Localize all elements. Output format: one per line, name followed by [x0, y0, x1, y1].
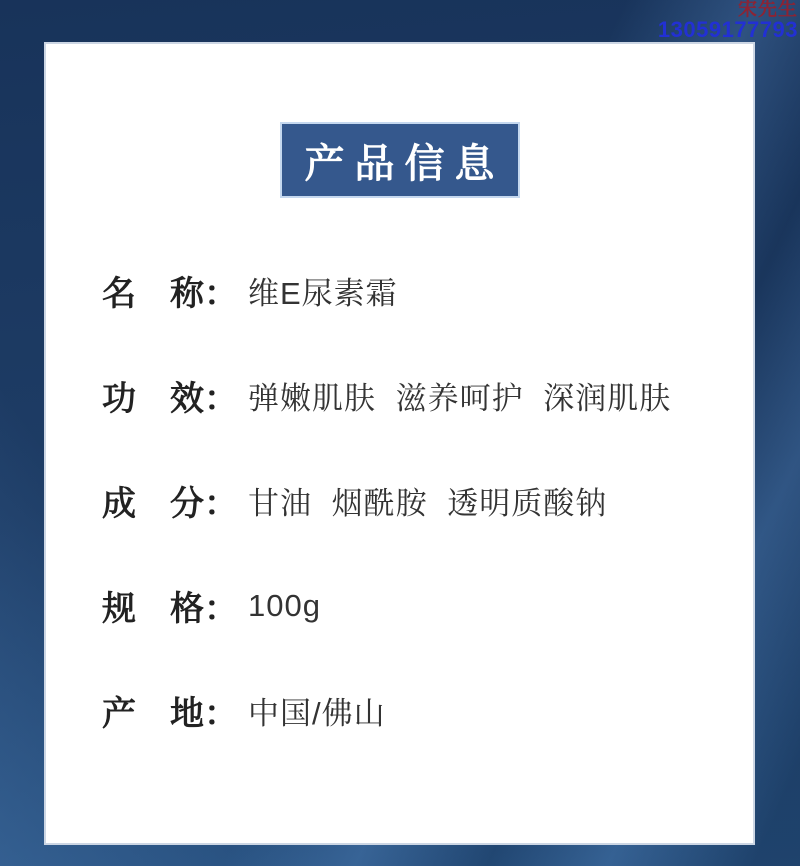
product-info-title-badge	[280, 122, 520, 198]
spec-value: 100g	[248, 587, 321, 623]
spec-value: 弹嫩肌肤 滋养呵护 深润肌肤	[248, 381, 672, 416]
spec-row-origin	[46, 658, 753, 763]
spec-label: 规 格：	[102, 590, 238, 628]
spec-row-ingredients	[46, 448, 753, 553]
spec-label: 产 地：	[102, 695, 238, 733]
page-title: 产品信息	[304, 141, 505, 186]
product-info-card	[44, 42, 755, 845]
spec-label: 功 效：	[102, 380, 238, 418]
spec-value: 中国/佛山	[248, 696, 386, 731]
spec-row-name	[46, 238, 753, 343]
spec-value: 甘油 烟酰胺 透明质酸钠	[248, 486, 608, 521]
seller-name: 宋先生	[737, 0, 798, 20]
spec-row-efficacy	[46, 343, 753, 448]
seller-phone: 13059177793	[657, 17, 798, 42]
seller-watermark	[658, 0, 798, 41]
product-spec-list	[46, 238, 753, 763]
spec-label: 名 称：	[102, 275, 238, 313]
spec-row-size	[46, 553, 753, 658]
spec-value: 维E尿素霜	[248, 276, 398, 311]
spec-label: 成 分：	[102, 485, 238, 523]
